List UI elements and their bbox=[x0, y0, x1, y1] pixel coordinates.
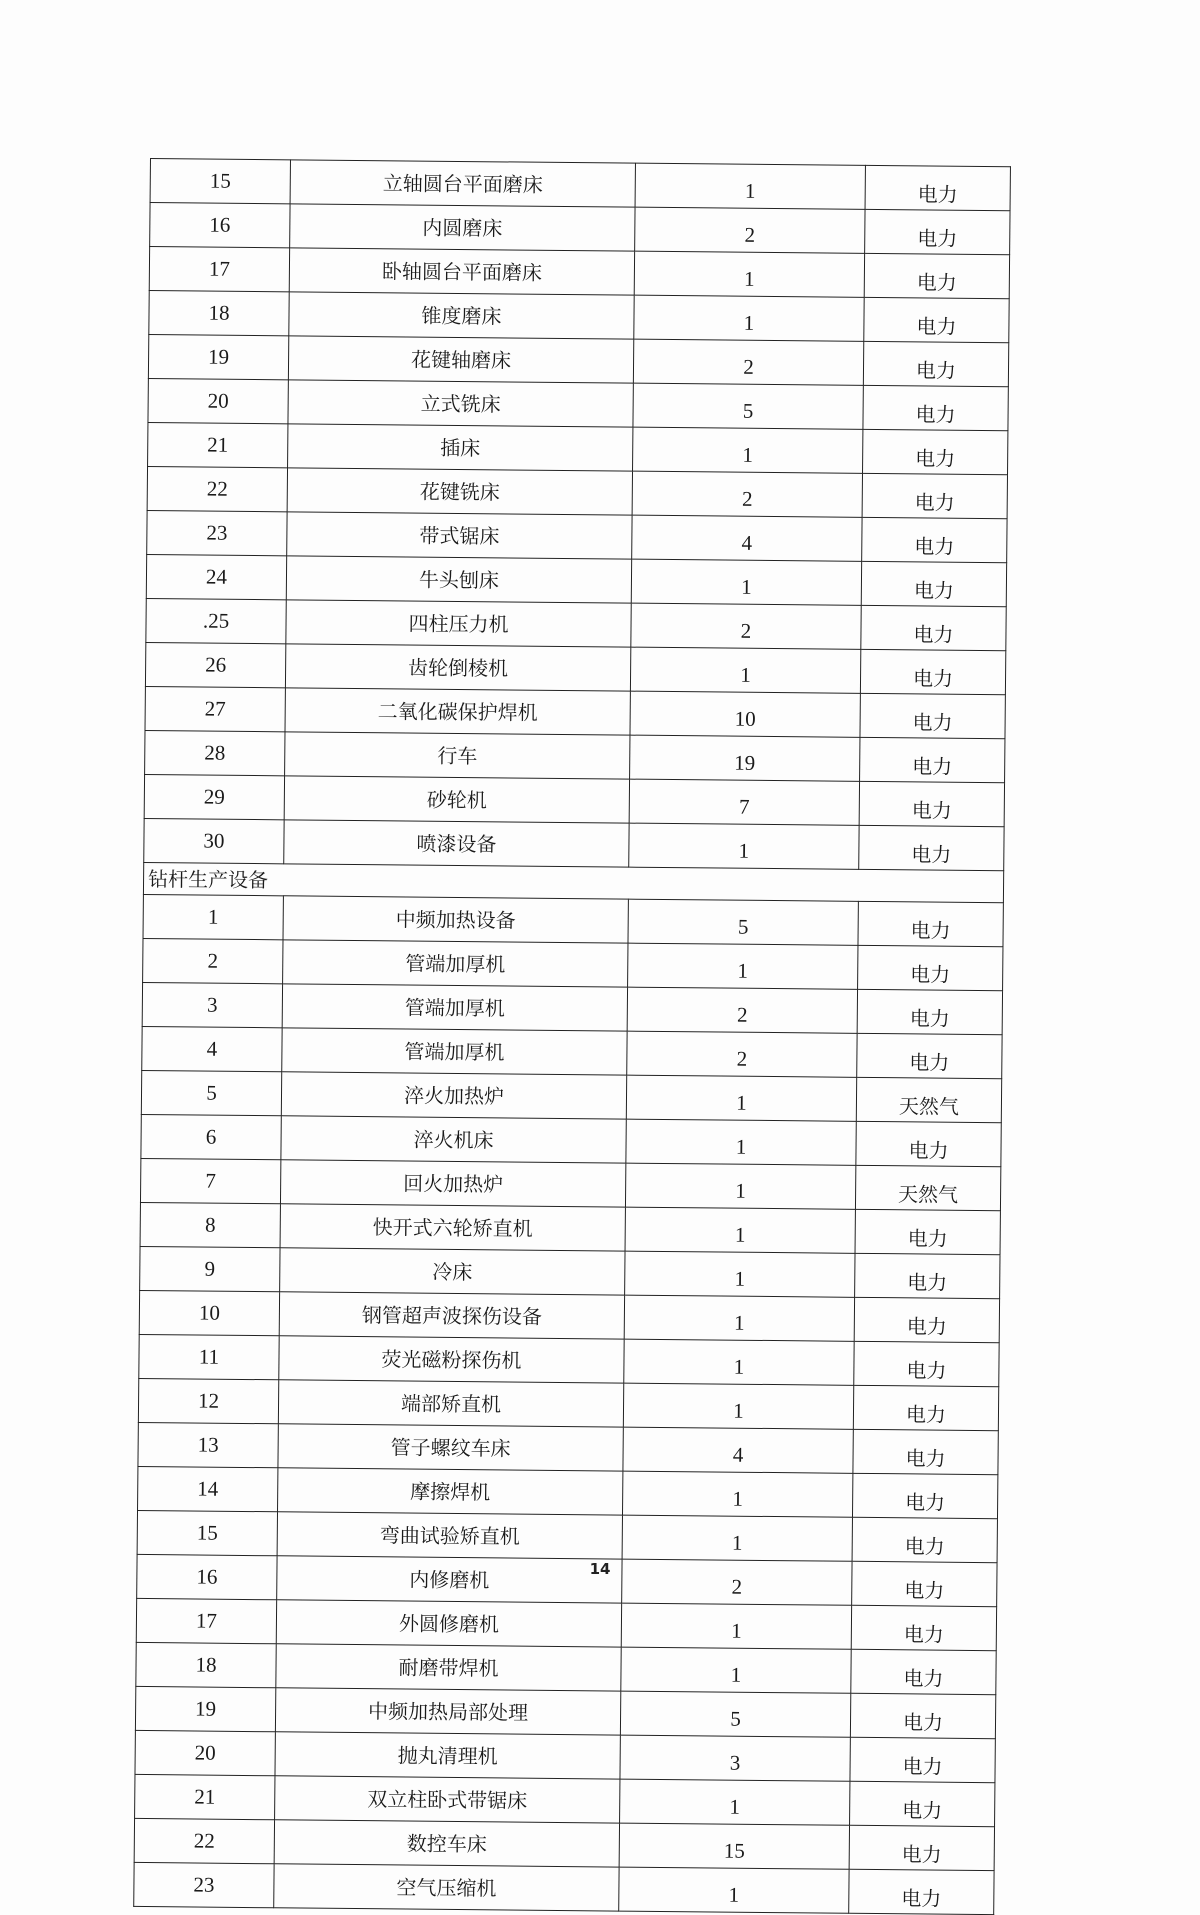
row-number: 16 bbox=[137, 1554, 277, 1599]
equipment-name: 管端加厚机 bbox=[283, 940, 628, 987]
equipment-name: 弯曲试验矫直机 bbox=[277, 1512, 622, 1559]
equipment-name: 空气压缩机 bbox=[274, 1864, 619, 1911]
quantity: 2 bbox=[631, 603, 861, 649]
equipment-name: 管子螺纹车床 bbox=[278, 1424, 623, 1471]
row-number: 29 bbox=[144, 774, 284, 819]
row-number: 1 bbox=[143, 894, 283, 939]
row-number: 17 bbox=[149, 247, 289, 292]
energy-type: 电力 bbox=[853, 1385, 998, 1430]
quantity: 1 bbox=[619, 1867, 849, 1913]
quantity: 19 bbox=[630, 735, 860, 781]
equipment-name: 外圆修磨机 bbox=[276, 1600, 621, 1647]
quantity: 1 bbox=[620, 1779, 850, 1825]
equipment-name: 四柱压力机 bbox=[286, 600, 631, 647]
energy-type: 电力 bbox=[863, 429, 1008, 474]
row-number: 20 bbox=[135, 1730, 275, 1775]
energy-type: 电力 bbox=[860, 737, 1005, 782]
quantity: 1 bbox=[624, 1339, 854, 1385]
quantity: 1 bbox=[630, 647, 860, 693]
equipment-name: 花键轴磨床 bbox=[288, 336, 633, 383]
quantity: 1 bbox=[622, 1471, 852, 1517]
energy-type: 电力 bbox=[853, 1429, 998, 1474]
quantity: 1 bbox=[625, 1207, 855, 1253]
quantity: 10 bbox=[630, 691, 860, 737]
equipment-name: 行车 bbox=[285, 732, 630, 779]
row-number: 15 bbox=[137, 1510, 277, 1555]
equipment-name: 管端加厚机 bbox=[282, 984, 627, 1031]
section-title: 钻杆生产设备 bbox=[143, 862, 1003, 902]
energy-type: 电力 bbox=[851, 1605, 996, 1650]
quantity: 1 bbox=[626, 1075, 856, 1121]
energy-type: 电力 bbox=[861, 561, 1006, 606]
quantity: 2 bbox=[627, 1031, 857, 1077]
row-number: 7 bbox=[140, 1158, 280, 1203]
row-number: 13 bbox=[138, 1422, 278, 1467]
quantity: 2 bbox=[635, 207, 865, 253]
quantity: 4 bbox=[623, 1427, 853, 1473]
energy-type: 电力 bbox=[859, 781, 1004, 826]
quantity: 1 bbox=[622, 1515, 852, 1561]
equipment-name: 立式铣床 bbox=[288, 380, 633, 427]
row-number: 5 bbox=[141, 1070, 281, 1115]
equipment-name: 淬火机床 bbox=[281, 1116, 626, 1163]
equipment-name: 冷床 bbox=[280, 1248, 625, 1295]
equipment-name: 喷漆设备 bbox=[284, 820, 629, 867]
energy-type: 天然气 bbox=[855, 1165, 1000, 1210]
row-number: 23 bbox=[134, 1862, 274, 1907]
equipment-name: 带式锯床 bbox=[287, 512, 632, 559]
table1-body bbox=[144, 159, 1011, 871]
quantity: 1 bbox=[633, 427, 863, 473]
quantity: 1 bbox=[625, 1163, 855, 1209]
energy-type: 电力 bbox=[849, 1825, 994, 1870]
equipment-name: 插床 bbox=[288, 424, 633, 471]
row-number: 28 bbox=[145, 730, 285, 775]
table-row bbox=[134, 1862, 994, 1914]
row-number: 14 bbox=[138, 1466, 278, 1511]
energy-type: 电力 bbox=[858, 945, 1003, 990]
equipment-name: 摩擦焊机 bbox=[278, 1468, 623, 1515]
row-number: 9 bbox=[140, 1246, 280, 1291]
equipment-name: 钢管超声波探伤设备 bbox=[279, 1292, 624, 1339]
row-number: 15 bbox=[150, 159, 290, 204]
quantity: 1 bbox=[635, 163, 865, 209]
equipment-name: 回火加热炉 bbox=[280, 1160, 625, 1207]
energy-type: 电力 bbox=[858, 901, 1003, 946]
row-number: 12 bbox=[138, 1378, 278, 1423]
row-number: 22 bbox=[134, 1818, 274, 1863]
equipment-name: 抛丸清理机 bbox=[275, 1732, 620, 1779]
equipment-table-container bbox=[133, 158, 1010, 1915]
row-number: .25 bbox=[146, 598, 286, 643]
energy-type: 电力 bbox=[863, 385, 1008, 430]
row-number: 24 bbox=[146, 554, 286, 599]
energy-type: 电力 bbox=[863, 341, 1008, 386]
page-number: 14 bbox=[589, 1560, 611, 1578]
row-number: 17 bbox=[136, 1598, 276, 1643]
energy-type: 电力 bbox=[857, 989, 1002, 1034]
row-number: 23 bbox=[147, 510, 287, 555]
row-number: 26 bbox=[145, 642, 285, 687]
energy-type: 电力 bbox=[855, 1209, 1000, 1254]
equipment-name: 砂轮机 bbox=[284, 776, 629, 823]
row-number: 18 bbox=[149, 290, 289, 335]
energy-type: 电力 bbox=[862, 473, 1007, 518]
equipment-name: 牛头刨床 bbox=[286, 556, 631, 603]
quantity: 2 bbox=[627, 987, 857, 1033]
row-number: 11 bbox=[139, 1334, 279, 1379]
energy-type: 电力 bbox=[861, 605, 1006, 650]
quantity: 1 bbox=[621, 1603, 851, 1649]
row-number: 30 bbox=[144, 818, 284, 863]
row-number: 20 bbox=[148, 378, 288, 423]
equipment-name: 内圆磨床 bbox=[290, 204, 635, 251]
energy-type: 天然气 bbox=[856, 1077, 1001, 1122]
quantity: 1 bbox=[631, 559, 861, 605]
energy-type: 电力 bbox=[864, 297, 1009, 342]
quantity: 1 bbox=[623, 1383, 853, 1429]
equipment-name: 二氧化碳保护焊机 bbox=[285, 688, 630, 735]
quantity: 3 bbox=[620, 1735, 850, 1781]
energy-type: 电力 bbox=[850, 1737, 995, 1782]
quantity: 1 bbox=[634, 295, 864, 341]
equipment-name: 中频加热局部处理 bbox=[275, 1688, 620, 1735]
row-number: 18 bbox=[136, 1642, 276, 1687]
equipment-name: 淬火加热炉 bbox=[281, 1072, 626, 1119]
energy-type: 电力 bbox=[856, 1121, 1001, 1166]
energy-type: 电力 bbox=[865, 209, 1010, 254]
equipment-name: 荧光磁粉探伤机 bbox=[279, 1336, 624, 1383]
quantity: 4 bbox=[632, 515, 862, 561]
equipment-name: 数控车床 bbox=[274, 1820, 619, 1867]
energy-type: 电力 bbox=[855, 1253, 1000, 1298]
row-number: 27 bbox=[145, 686, 285, 731]
row-number: 21 bbox=[148, 422, 288, 467]
quantity: 1 bbox=[628, 943, 858, 989]
equipment-name: 齿轮倒棱机 bbox=[285, 644, 630, 691]
energy-type: 电力 bbox=[854, 1341, 999, 1386]
energy-type: 电力 bbox=[860, 649, 1005, 694]
quantity: 1 bbox=[624, 1295, 854, 1341]
row-number: 3 bbox=[142, 982, 282, 1027]
equipment-name: 管端加厚机 bbox=[282, 1028, 627, 1075]
energy-type: 电力 bbox=[864, 253, 1009, 298]
equipment-table bbox=[133, 158, 1011, 1915]
energy-type: 电力 bbox=[859, 825, 1004, 870]
row-number: 19 bbox=[148, 334, 288, 379]
equipment-name: 锥度磨床 bbox=[289, 292, 634, 339]
equipment-name: 花键铣床 bbox=[287, 468, 632, 515]
row-number: 22 bbox=[147, 466, 287, 511]
table2-body bbox=[134, 894, 1004, 1914]
equipment-name: 耐磨带焊机 bbox=[276, 1644, 621, 1691]
equipment-name: 内修磨机 bbox=[277, 1556, 622, 1603]
energy-type: 电力 bbox=[852, 1473, 997, 1518]
equipment-name: 双立柱卧式带锯床 bbox=[275, 1776, 620, 1823]
energy-type: 电力 bbox=[850, 1693, 995, 1738]
equipment-name: 端部矫直机 bbox=[278, 1380, 623, 1427]
quantity: 15 bbox=[619, 1823, 849, 1869]
row-number: 16 bbox=[150, 203, 290, 248]
energy-type: 电力 bbox=[857, 1033, 1002, 1078]
energy-type: 电力 bbox=[865, 165, 1010, 210]
energy-type: 电力 bbox=[860, 693, 1005, 738]
quantity: 2 bbox=[622, 1559, 852, 1605]
energy-type: 电力 bbox=[852, 1561, 997, 1606]
row-number: 21 bbox=[135, 1774, 275, 1819]
quantity: 2 bbox=[632, 471, 862, 517]
quantity: 5 bbox=[620, 1691, 850, 1737]
quantity: 1 bbox=[626, 1119, 856, 1165]
row-number: 19 bbox=[135, 1686, 275, 1731]
row-number: 6 bbox=[141, 1114, 281, 1159]
equipment-name: 立轴圆台平面磨床 bbox=[290, 160, 635, 207]
energy-type: 电力 bbox=[850, 1781, 995, 1826]
quantity: 1 bbox=[625, 1251, 855, 1297]
quantity: 5 bbox=[628, 899, 858, 945]
energy-type: 电力 bbox=[862, 517, 1007, 562]
row-number: 2 bbox=[143, 938, 283, 983]
equipment-name: 卧轴圆台平面磨床 bbox=[289, 248, 634, 295]
quantity: 1 bbox=[621, 1647, 851, 1693]
quantity: 1 bbox=[634, 251, 864, 297]
row-number: 10 bbox=[139, 1290, 279, 1335]
energy-type: 电力 bbox=[851, 1649, 996, 1694]
row-number: 8 bbox=[140, 1202, 280, 1247]
equipment-name: 快开式六轮矫直机 bbox=[280, 1204, 625, 1251]
row-number: 4 bbox=[142, 1026, 282, 1071]
quantity: 5 bbox=[633, 383, 863, 429]
equipment-name: 中频加热设备 bbox=[283, 896, 628, 943]
quantity: 7 bbox=[629, 779, 859, 825]
energy-type: 电力 bbox=[852, 1517, 997, 1562]
energy-type: 电力 bbox=[854, 1297, 999, 1342]
quantity: 1 bbox=[629, 823, 859, 869]
energy-type: 电力 bbox=[849, 1869, 994, 1914]
quantity: 2 bbox=[633, 339, 863, 385]
